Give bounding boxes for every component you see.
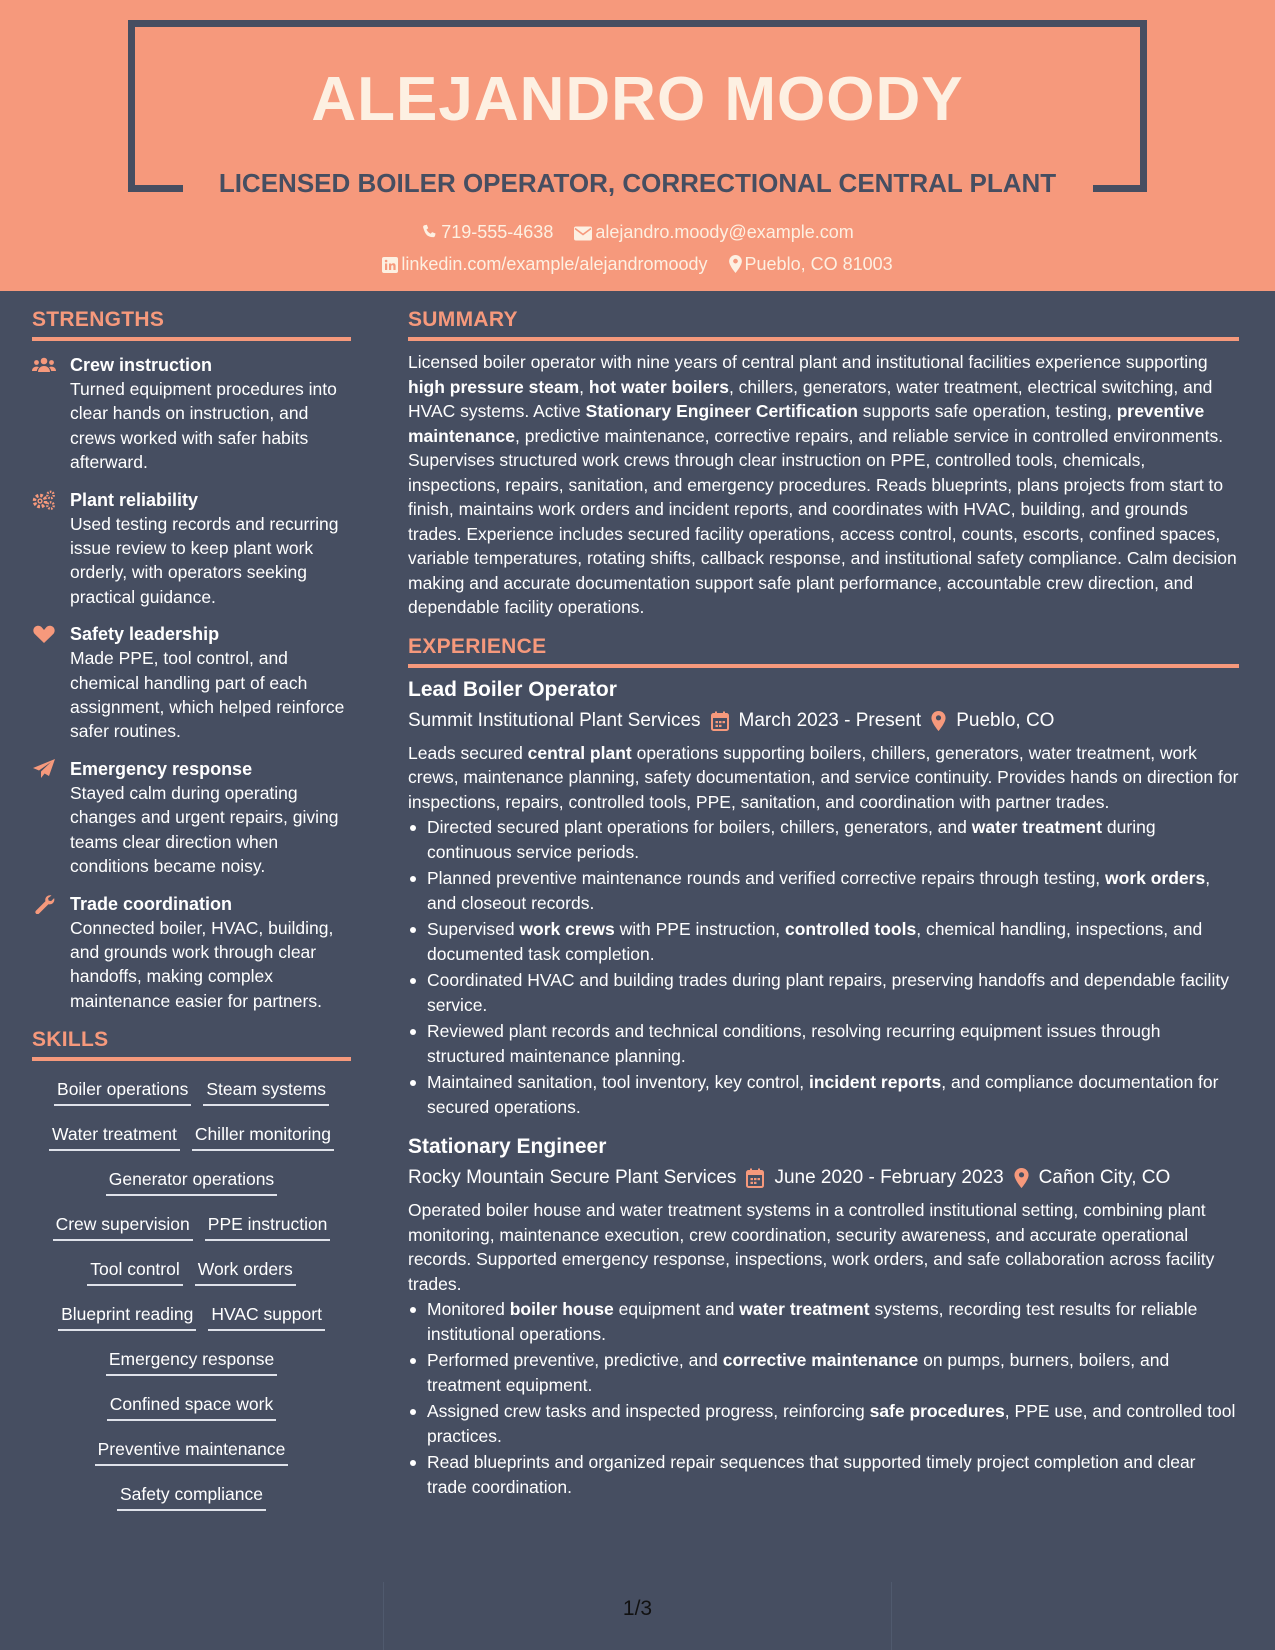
phone-contact[interactable] xyxy=(421,220,553,244)
bullet-item: Read blueprints and organized repair sequences that supported timely project completion and clear trade coordination. xyxy=(408,1450,1239,1499)
resume-header xyxy=(0,0,1275,291)
strength-description: Stayed calm during operating changes and urgent repairs, giving teams clear direction when conditions became noisy. xyxy=(70,782,339,877)
job-entry xyxy=(408,1133,1239,1499)
bullet-item: Assigned crew tasks and inspected progress, reinforcing safe procedures, PPE use, and controlled tool practices. xyxy=(408,1399,1239,1448)
job-entry xyxy=(408,676,1239,1120)
skill-row xyxy=(32,1071,351,1116)
experience-section xyxy=(408,633,1239,1500)
skill-row xyxy=(32,1161,351,1206)
skill-row xyxy=(32,1476,351,1521)
job-location: Pueblo, CO xyxy=(956,709,1055,731)
skill-row xyxy=(32,1386,351,1431)
skill-tag: Steam systems xyxy=(203,1077,329,1106)
skill-tag: Water treatment xyxy=(49,1122,180,1151)
skill-tag: Crew supervision xyxy=(53,1212,193,1241)
strength-description: Used testing records and recurring issue review to keep plant work orderly, with operators seeking practical guidance. xyxy=(70,513,339,607)
emphasis-text: hot water boilers xyxy=(588,376,729,397)
company-name: Summit Institutional Plant Services xyxy=(408,709,701,731)
bullet-item: Maintained sanitation, tool inventory, key control, incident reports, and compliance documentation for secured operations. xyxy=(408,1070,1239,1119)
strength-title: Crew instruction xyxy=(70,355,213,375)
job-description: Leads secured central plant operations supporting boilers, chillers, generators, water treatment, work crews, maintenance planning, safety documentation, and service continuity. Provides hands on direction for inspections, repairs, controlled tools, PPE, sanitation, and coordination with partner trades. xyxy=(408,742,1239,812)
skill-tag: Boiler operations xyxy=(54,1077,191,1106)
email-contact[interactable] xyxy=(574,220,853,244)
skill-tag: Preventive maintenance xyxy=(95,1437,289,1466)
strength-description: Made PPE, tool control, and chemical handling part of each assignment, which helped reinforce safer routines. xyxy=(70,648,345,742)
company-name: Rocky Mountain Secure Plant Services xyxy=(408,1167,737,1189)
skill-tag: Tool control xyxy=(87,1257,183,1286)
skills-heading: SKILLS xyxy=(32,1026,351,1061)
job-bullets xyxy=(408,815,1239,1119)
strength-title: Trade coordination xyxy=(70,893,233,914)
strength-description: Connected boiler, HVAC, building, and grounds work through clear handoffs, making complex maintenance easier for partners. xyxy=(70,917,334,1011)
job-title: Stationary Engineer xyxy=(408,1135,607,1159)
wrench-icon xyxy=(32,894,56,914)
skill-tag: PPE instruction xyxy=(205,1212,331,1241)
strengths-heading: STRENGTHS xyxy=(32,306,351,341)
emphasis-text: safe procedures xyxy=(869,1401,1005,1422)
skill-row xyxy=(32,1116,351,1161)
emphasis-text: water treatment xyxy=(971,817,1103,838)
gears-icon xyxy=(32,490,56,510)
summary-text: Licensed boiler operator with nine years of central plant and institutional facilities experience supporting high pressure steam, hot water boilers, chillers, generators, water treatment, electrical switching, and HVAC systems. Active Stationary Engineer Certification supports safe operation, testing, preventive maintenance, predictive maintenance, corrective repairs, and reliable service in controlled environments. Supervises structured work crews through clear instruction on PPE, controlled tools, chemicals, inspections, repairs, sanitation, and emergency procedures. Reads blueprints, plans projects from start to finish, maintains work orders and incident reports, and coordinates with HVAC, building, and grounds trades. Experience includes secured facility operations, access control, counts, escorts, confined spaces, variable temperatures, rotating shifts, callback response, and institutional safety compliance. Calm decision making and accurate documentation support safe plant performance, accountable crew direction, and dependable facility operations. xyxy=(408,352,1237,617)
strengths-list xyxy=(32,353,351,1013)
candidate-title: LICENSED BOILER OPERATOR, CORRECTIONAL CENTRAL PLANT xyxy=(218,168,1057,198)
skills-section xyxy=(32,1026,351,1521)
skill-row xyxy=(32,1341,351,1386)
skill-tag: Safety compliance xyxy=(117,1482,266,1511)
main-content xyxy=(408,306,1239,1501)
phone-icon xyxy=(421,224,438,241)
job-meta xyxy=(408,708,1239,734)
emphasis-text: work orders xyxy=(1105,868,1206,889)
location-text: Pueblo, CO 81003 xyxy=(744,254,893,274)
calendar-icon xyxy=(711,711,729,731)
strength-title: Safety leadership xyxy=(70,624,220,645)
heart-icon xyxy=(32,624,56,644)
map-marker-icon xyxy=(931,711,946,731)
bullet-item: Monitored boiler house equipment and water treatment systems, recording test results for reliable institutional operations. xyxy=(408,1297,1239,1346)
emphasis-text: preventive maintenance xyxy=(408,401,1205,446)
emphasis-text: boiler house xyxy=(509,1299,614,1320)
email-text: alejandro.moody@example.com xyxy=(595,222,854,242)
location-contact xyxy=(729,252,893,276)
map-marker-icon xyxy=(1014,1168,1029,1188)
emphasis-text: incident reports xyxy=(808,1072,942,1093)
page-number: 1/3 xyxy=(622,1597,653,1620)
emphasis-text: water treatment xyxy=(739,1299,870,1320)
skill-tag: HVAC support xyxy=(208,1302,325,1331)
strength-item xyxy=(32,757,351,879)
bullet-item: Coordinated HVAC and building trades during plant repairs, preserving handoffs and dependable facility service. xyxy=(408,968,1239,1017)
contact-row xyxy=(0,252,1275,276)
summary-heading: SUMMARY xyxy=(408,306,1239,341)
job-dates: March 2023 - Present xyxy=(738,709,922,731)
strength-title: Emergency response xyxy=(70,758,253,779)
skill-tag: Work orders xyxy=(195,1257,296,1286)
strength-item xyxy=(32,353,351,475)
skill-tag: Generator operations xyxy=(106,1167,277,1196)
skill-row xyxy=(32,1431,351,1476)
job-meta xyxy=(408,1165,1239,1191)
bullet-item: Performed preventive, predictive, and corrective maintenance on pumps, burners, boilers, and treatment equipment. xyxy=(408,1348,1239,1397)
sidebar xyxy=(32,306,351,1521)
envelope-icon xyxy=(574,226,592,241)
emphasis-text: Stationary Engineer Certification xyxy=(585,401,858,421)
users-icon xyxy=(32,355,56,375)
skills-list xyxy=(32,1071,351,1521)
emphasis-text: central plant xyxy=(527,742,632,763)
experience-heading: EXPERIENCE xyxy=(408,633,1239,668)
skill-tag: Blueprint reading xyxy=(58,1302,196,1331)
emphasis-text: controlled tools xyxy=(784,919,917,940)
skill-row xyxy=(32,1206,351,1251)
linkedin-icon xyxy=(382,257,398,273)
skill-tag: Confined space work xyxy=(107,1392,276,1421)
bullet-item: Supervised work crews with PPE instruction, controlled tools, chemical handling, inspections, and documented task completion. xyxy=(408,917,1239,966)
phone-text: 719-555-4638 xyxy=(441,222,554,242)
header-frame xyxy=(128,20,1147,27)
strength-title: Plant reliability xyxy=(70,489,199,510)
emphasis-text: work crews xyxy=(519,919,615,940)
calendar-icon xyxy=(746,1168,764,1188)
bullet-item: Planned preventive maintenance rounds and verified corrective repairs through testing, work orders, and closeout records. xyxy=(408,866,1239,915)
job-bullets xyxy=(408,1297,1239,1499)
emphasis-text: corrective maintenance xyxy=(722,1350,919,1371)
skill-row xyxy=(32,1296,351,1341)
contact-row xyxy=(0,220,1275,244)
strength-description: Turned equipment procedures into clear hands on instruction, and crews worked with safer habits afterward. xyxy=(70,379,337,473)
paper-plane-icon xyxy=(32,759,56,779)
strength-item xyxy=(32,622,351,744)
linkedin-contact[interactable] xyxy=(382,252,707,276)
skill-row xyxy=(32,1251,351,1296)
bullet-item: Reviewed plant records and technical conditions, resolving recurring equipment issues through structured maintenance planning. xyxy=(408,1019,1239,1068)
strength-item xyxy=(32,892,351,1014)
bullet-item: Directed secured plant operations for boilers, chillers, generators, and water treatment during continuous service periods. xyxy=(408,815,1239,864)
job-description: Operated boiler house and water treatment systems in a controlled institutional setting, combining plant monitoring, maintenance execution, crew coordination, security awareness, and accurate operational records. Supported emergency response, inspections, work orders, and safe collaboration across facility trades. xyxy=(408,1200,1215,1294)
job-dates: June 2020 - February 2023 xyxy=(774,1167,1004,1189)
map-marker-icon xyxy=(729,255,742,273)
job-location: Cañon City, CO xyxy=(1038,1167,1171,1189)
emphasis-text: high pressure steam xyxy=(408,376,580,397)
skill-tag: Chiller monitoring xyxy=(192,1122,334,1151)
candidate-name: ALEJANDRO MOODY xyxy=(311,65,964,134)
skill-tag: Emergency response xyxy=(106,1347,277,1376)
strength-item xyxy=(32,488,351,610)
linkedin-text: linkedin.com/example/alejandromoody xyxy=(401,254,708,274)
job-title: Lead Boiler Operator xyxy=(408,677,617,701)
